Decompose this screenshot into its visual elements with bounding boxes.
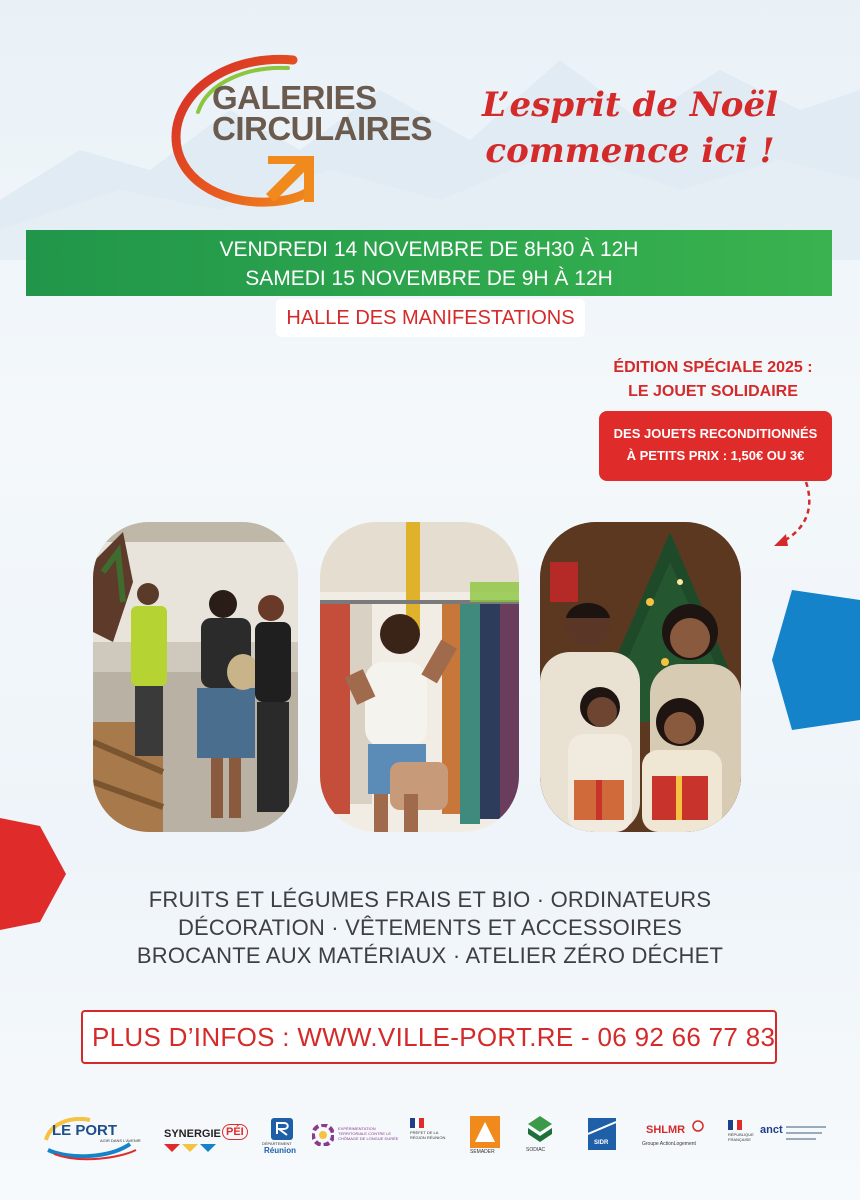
chomage-text: EXPÉRIMENTATION TERRITORIALE CONTRE LE CHÔMAGE DE LONGUE DURÉE xyxy=(338,1126,399,1141)
tagline-line1: L’esprit de Noël xyxy=(481,85,779,125)
features-list xyxy=(120,886,740,970)
pei-text: PÉI xyxy=(222,1124,248,1140)
shlmr-text: SHLMR xyxy=(646,1124,686,1136)
reunion-department-logo xyxy=(262,1110,302,1164)
sidr-logo xyxy=(586,1110,620,1164)
features-line3: BROCANTE AUX MATÉRIAUX · ATELIER ZÉRO DÉCHET xyxy=(136,943,724,968)
partner-logos-row xyxy=(40,1110,830,1164)
more-info-banner[interactable]: PLUS D’INFOS : WWW.VILLE-PORT.RE - 06 92 66 77 83 xyxy=(81,1010,777,1064)
le-port-text: LE PORT xyxy=(52,1122,118,1139)
semader-text: SEMADER xyxy=(470,1149,495,1155)
anct-text: anct xyxy=(760,1124,783,1136)
le-port-subtext: AGIR DANS L'AVENIR xyxy=(100,1138,141,1143)
blue-hexagon-decoration xyxy=(772,590,860,730)
prefet-logo xyxy=(408,1110,454,1164)
chomage-icon xyxy=(312,1124,334,1146)
semader-logo xyxy=(468,1110,504,1164)
prefet-text: PRÉFET DE LA RÉGION RÉUNION xyxy=(410,1130,446,1140)
galeries-circulaires-logo xyxy=(168,52,448,212)
edition-line2: LE JOUET SOLIDAIRE xyxy=(628,383,798,400)
edition-box-line1: DES JOUETS RECONDITIONNÉS xyxy=(613,426,818,441)
republique-text: RÉPUBLIQUE FRANÇAISE xyxy=(728,1132,754,1142)
date-banner xyxy=(26,230,832,296)
anct-logo xyxy=(760,1110,830,1164)
features-line1: FRUITS ET LÉGUMES FRAIS ET BIO · ORDINATEURS xyxy=(148,887,712,912)
sodiac-text: SODIAC xyxy=(526,1147,546,1153)
photo-clothing-rack xyxy=(320,522,519,832)
synergie-pei-logo xyxy=(162,1110,252,1164)
venue-label: HALLE DES MANIFESTATIONS xyxy=(276,299,585,337)
logo-line1: GALERIES xyxy=(212,79,377,116)
toy-price-box xyxy=(599,411,832,481)
shlmr-logo xyxy=(640,1110,710,1164)
anct-line-3 xyxy=(786,1138,816,1140)
date-line2: SAMEDI 15 NOVEMBRE DE 9H À 12H xyxy=(245,267,613,290)
semader-icon xyxy=(470,1116,500,1148)
reunion-subtext: DÉPARTEMENT xyxy=(262,1141,292,1146)
sodiac-logo xyxy=(522,1110,562,1164)
reunion-icon xyxy=(271,1118,293,1140)
edition-box-line2: À PETITS PRIX : 1,50€ OU 3€ xyxy=(626,448,805,463)
shlmr-subtext: Groupe ActionLogement xyxy=(642,1141,696,1147)
reunion-text: Réunion xyxy=(264,1146,296,1155)
red-hexagon-decoration xyxy=(0,818,66,930)
synergie-text: SYNERGIE xyxy=(164,1128,221,1140)
logo-line2: CIRCULAIRES xyxy=(212,110,433,147)
le-port-logo xyxy=(40,1110,150,1164)
date-line1: VENDREDI 14 NOVEMBRE DE 8H30 À 12H xyxy=(219,238,639,261)
anct-line-1 xyxy=(786,1126,826,1128)
tagline-line2: commence ici ! xyxy=(485,131,775,171)
chomage-logo xyxy=(312,1110,402,1164)
tagline xyxy=(470,82,790,174)
shlmr-icon xyxy=(692,1120,704,1132)
edition-line1: ÉDITION SPÉCIALE 2025 : xyxy=(613,359,813,376)
republique-francaise-logo xyxy=(726,1110,756,1164)
sodiac-icon xyxy=(528,1116,552,1142)
photo-market-hall xyxy=(93,522,298,832)
sidr-text: SIDR xyxy=(594,1140,609,1146)
features-line2: DÉCORATION · VÊTEMENTS ET ACCESSOIRES xyxy=(177,915,683,940)
dashed-arrow-icon xyxy=(760,480,820,552)
photo-christmas-family xyxy=(540,522,741,832)
special-edition-heading xyxy=(580,356,846,404)
anct-line-2 xyxy=(786,1132,822,1134)
